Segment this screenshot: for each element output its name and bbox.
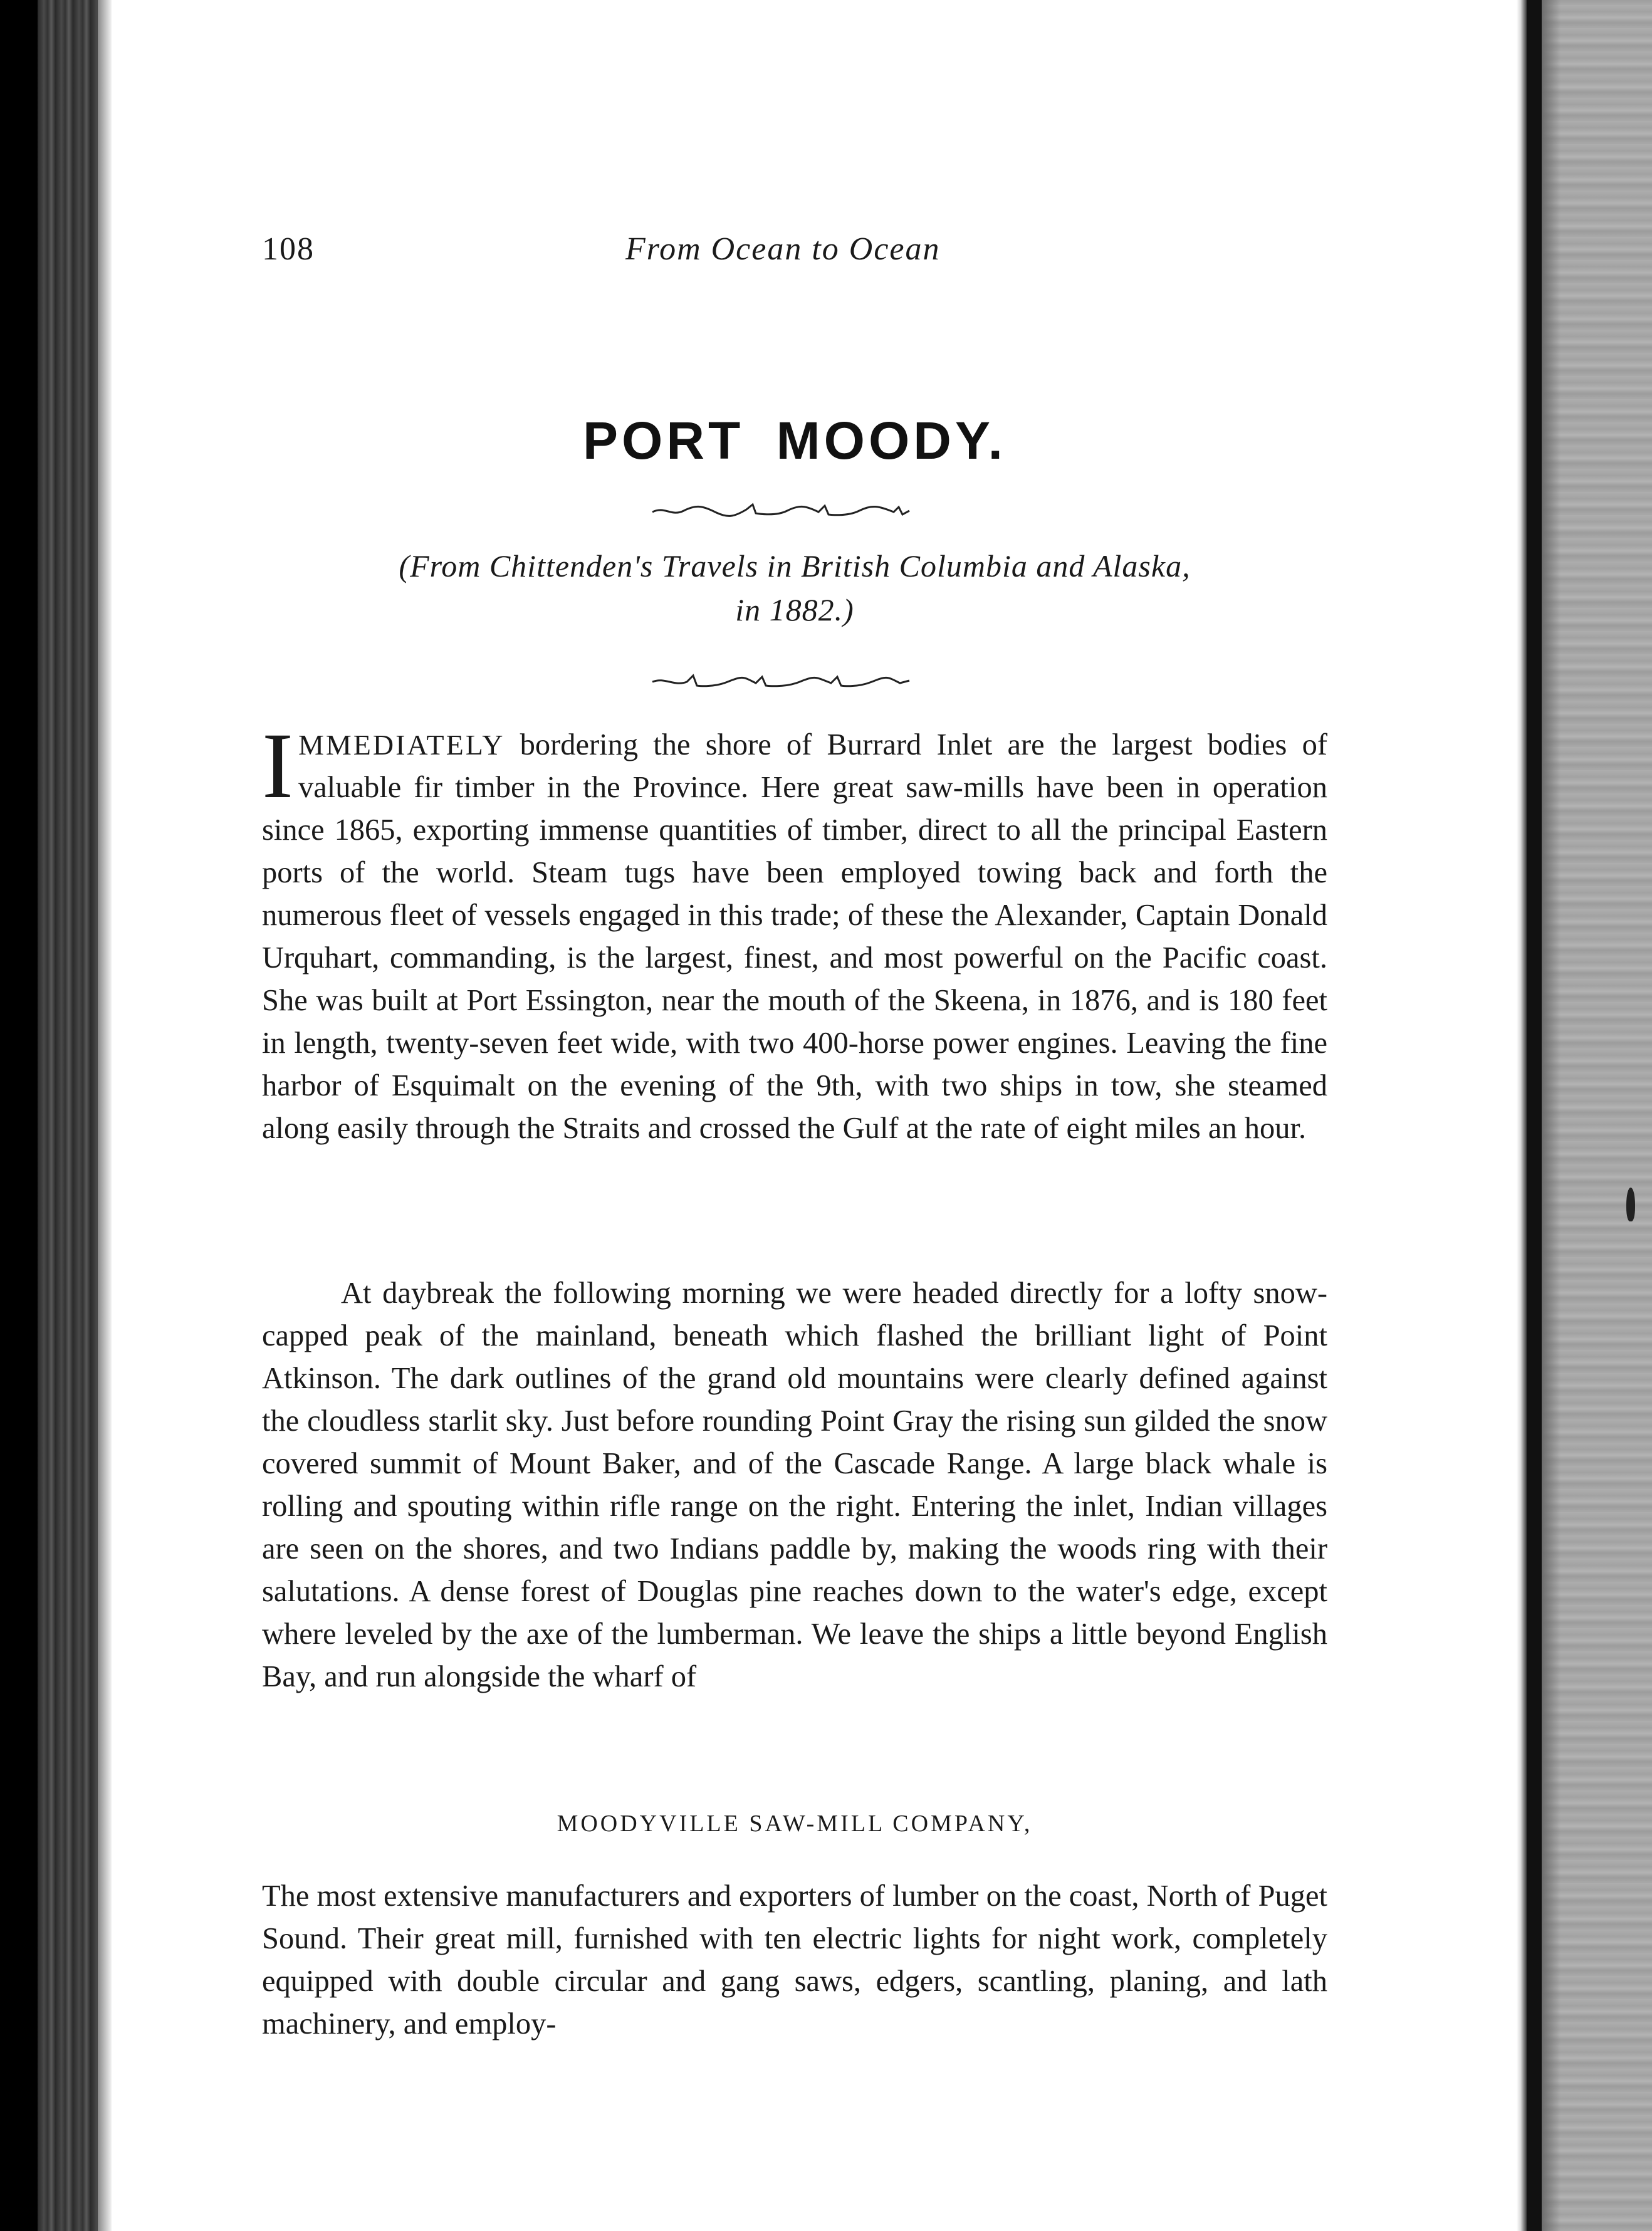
paragraph-1-text: bordering the shore of Burrard Inlet are the largest bodies of valuable fir timber in the Province. Here great saw-mills have been in operation since 1865, exporting immense quantities of timber, direct to all the principal Eastern ports of the world. Steam tugs have been employed towing back and forth the numerous fleet of vessels engaged in this trade; of these the Alexander, Captain Donald Urquhart, commanding, is the largest, finest, and most powerful on the Pacific coast. She was built at Port Essington, near the mouth of the Skeena, in 1876, and is 180 feet in length, twenty-seven feet wide, with two 400-horse power engines. Leaving the fine harbor of Esquimalt on the evening of the 9th, with two ships in tow, she steamed along easily through the Straits and crossed the Gulf at the rate of eight miles an hour. bbox=[262, 728, 1327, 1145]
running-head bbox=[262, 231, 1327, 274]
paragraph-2: At daybreak the following morning we were headed directly for a lofty snow-capped peak of the mainland, beneath which flashed the brilliant light of Point Atkinson. The dark outlines of the grand old mountains were clearly defined against the cloudless starlit sky. Just before rounding Point Gray the rising sun gilded the snow covered summit of Mount Baker, and of the Cascade Range. A large black whale is rolling and spouting within rifle range on the right. Entering the inlet, Indian villages are seen on the shores, and two Indians paddle by, making the woods ring with their salutations. A dense forest of Douglas pine reaches down to the water's edge, except where leveled by the axe of the lumberman. We leave the ships a little beyond English Bay, and run alongside the wharf of bbox=[262, 1277, 1327, 1693]
adjacent-page-shadow bbox=[1542, 0, 1561, 2231]
ornamental-rule-top bbox=[649, 498, 912, 523]
ornament-icon bbox=[649, 498, 912, 523]
scan-blemish bbox=[1626, 1188, 1635, 1221]
page-number: 108 bbox=[262, 231, 315, 267]
ornament-icon bbox=[649, 669, 912, 694]
book-title: From Ocean to Ocean bbox=[625, 231, 941, 267]
drop-cap: I bbox=[262, 714, 293, 818]
company-heading: MOODYVILLE SAW-MILL COMPANY, bbox=[557, 1810, 1033, 1837]
left-binding-gutter bbox=[38, 0, 98, 2231]
ornamental-rule-bottom bbox=[649, 669, 912, 694]
lead-in-caps: MMEDIATELY bbox=[298, 729, 505, 761]
page-fold-shadow bbox=[1517, 0, 1527, 2231]
source-note-line-2: in 1882.) bbox=[735, 592, 854, 627]
gutter-shadow bbox=[98, 0, 112, 2231]
source-note-line-1: (From Chittenden's Travels in British Columbia and Alaska, bbox=[399, 548, 1191, 583]
page-edge bbox=[1527, 0, 1542, 2231]
source-note bbox=[262, 544, 1327, 632]
paragraph-1 bbox=[262, 714, 1327, 1150]
paragraph-3: The most extensive manufacturers and exporters of lumber on the coast, North of Puget Sound. Their great mill, furnished with ten electric lights for night work, completely equipped with double circular and gang saws, edgers, scantling, planing, and lath machinery, and employ- bbox=[262, 1879, 1327, 2040]
chapter-title: PORT MOODY. bbox=[582, 411, 1007, 470]
